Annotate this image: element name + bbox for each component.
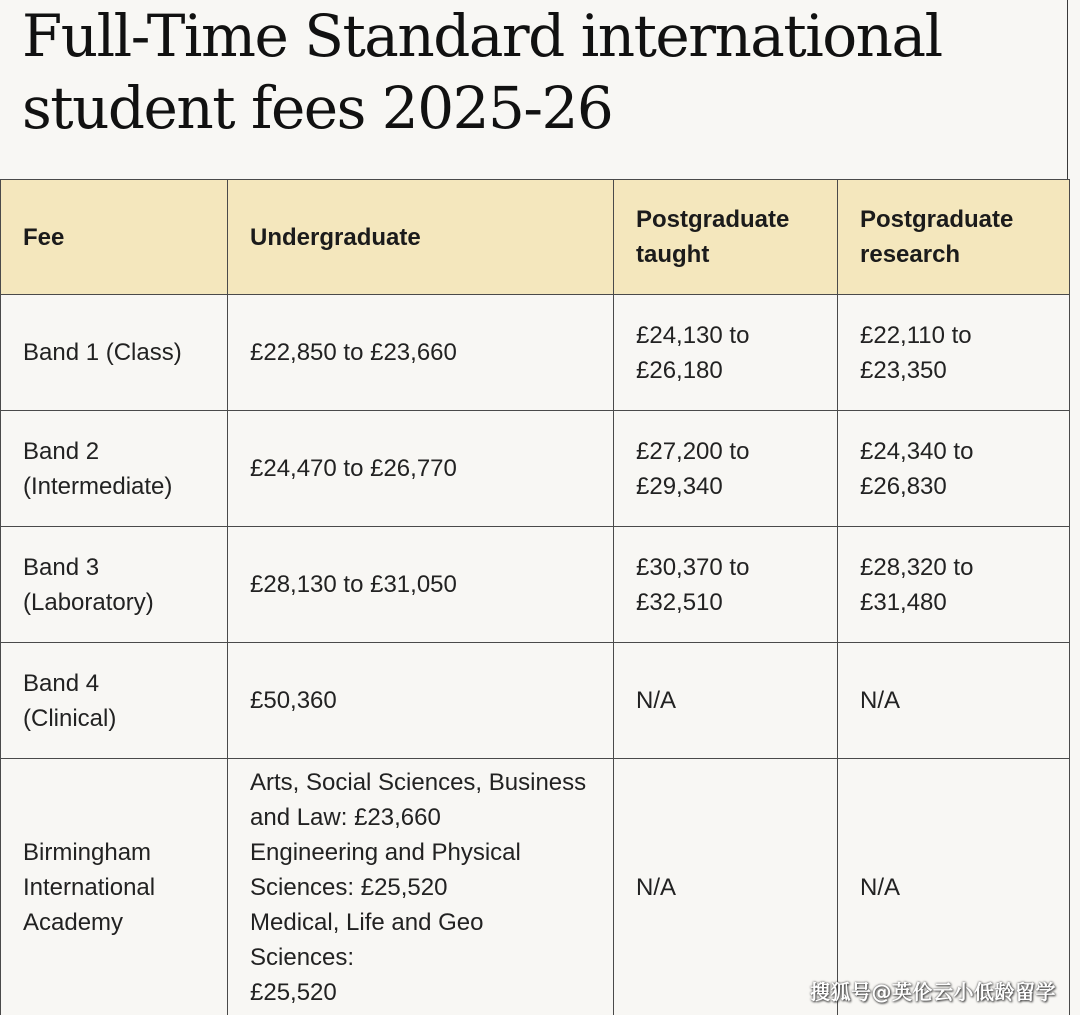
cell-pg-taught xyxy=(614,759,838,1015)
page-title xyxy=(22,0,1052,144)
cell-pg-research xyxy=(838,643,1070,759)
page-title-line-2: student fees 2025-26 xyxy=(22,74,613,142)
table-row xyxy=(1,643,1070,759)
cell-undergraduate xyxy=(228,295,614,411)
header-postgraduate-research xyxy=(838,180,1070,295)
cell-text: (Clinical) xyxy=(23,704,117,732)
cell-text: Arts, Social Sciences, Business xyxy=(250,768,587,796)
header-undergraduate-label: Undergraduate xyxy=(250,223,421,251)
table-row xyxy=(1,295,1070,411)
cell-text: £24,340 to xyxy=(860,437,974,465)
cell-text: N/A xyxy=(860,687,901,714)
cell-text: £28,130 to £31,050 xyxy=(250,571,457,598)
cell-undergraduate xyxy=(228,411,614,527)
cell-undergraduate xyxy=(228,527,614,643)
cell-text: £23,350 xyxy=(860,356,947,384)
cell-text: and Law: £23,660 xyxy=(250,803,441,831)
header-undergraduate xyxy=(228,180,614,295)
cell-fee xyxy=(1,759,228,1015)
cell-fee xyxy=(1,411,228,527)
cell-text: N/A xyxy=(860,873,901,901)
cell-text: Sciences: £25,520 xyxy=(250,873,448,901)
header-pg-research-line-1: Postgraduate xyxy=(860,206,1014,233)
cell-text: (Laboratory) xyxy=(23,588,154,616)
cell-text: £28,320 to xyxy=(860,553,974,581)
cell-text: £24,130 to xyxy=(636,321,750,349)
cell-text: £50,360 xyxy=(250,687,337,714)
cell-text: £30,370 to xyxy=(636,553,750,581)
cell-text: £26,180 xyxy=(636,356,723,384)
cell-text: Medical, Life and Geo Sciences: xyxy=(250,908,484,971)
cell-pg-research xyxy=(838,527,1070,643)
cell-pg-research xyxy=(838,411,1070,527)
header-fee xyxy=(1,180,228,295)
cell-text: £25,520 xyxy=(250,978,337,1006)
table-row xyxy=(1,411,1070,527)
cell-text: Band 4 xyxy=(23,669,100,697)
cell-fee xyxy=(1,295,228,411)
cell-text: £29,340 xyxy=(636,472,723,500)
cell-text: £22,850 to £23,660 xyxy=(250,339,457,366)
cell-text: N/A xyxy=(636,687,677,714)
header-pg-taught-line-1: Postgraduate xyxy=(636,206,790,233)
header-pg-taught-line-2: taught xyxy=(636,241,710,268)
header-postgraduate-taught xyxy=(614,180,838,295)
cell-text: Band 3 xyxy=(23,553,100,581)
cell-text: (Intermediate) xyxy=(23,472,173,500)
cell-text: Band 1 (Class) xyxy=(23,339,182,366)
table-header-row xyxy=(1,180,1070,295)
cell-text: Academy xyxy=(23,908,124,936)
cell-text: N/A xyxy=(636,873,677,901)
cell-text: £24,470 to £26,770 xyxy=(250,455,457,482)
table-row xyxy=(1,527,1070,643)
cell-pg-taught xyxy=(614,527,838,643)
cell-text: Birmingham xyxy=(23,838,152,866)
cell-text: £32,510 xyxy=(636,588,723,616)
page-title-line-1: Full-Time Standard international xyxy=(22,2,942,70)
cell-pg-taught xyxy=(614,411,838,527)
cell-text: International xyxy=(23,873,156,901)
cell-fee xyxy=(1,643,228,759)
cell-fee xyxy=(1,527,228,643)
header-fee-label: Fee xyxy=(23,223,65,251)
cell-text: £31,480 xyxy=(860,588,947,616)
cell-text: £22,110 to xyxy=(860,321,972,349)
header-pg-research-line-2: research xyxy=(860,241,961,268)
cell-text: Engineering and Physical xyxy=(250,838,521,866)
cell-pg-taught xyxy=(614,643,838,759)
cell-pg-research xyxy=(838,295,1070,411)
watermark: 搜狐号@英伦云小低龄留学 xyxy=(810,980,1056,1004)
cell-undergraduate xyxy=(228,643,614,759)
cell-text: £26,830 xyxy=(860,472,947,500)
cell-text: Band 2 xyxy=(23,437,100,465)
cell-undergraduate xyxy=(228,759,614,1015)
fees-table xyxy=(0,179,1070,1015)
cell-text: £27,200 to xyxy=(636,437,750,465)
cell-pg-taught xyxy=(614,295,838,411)
